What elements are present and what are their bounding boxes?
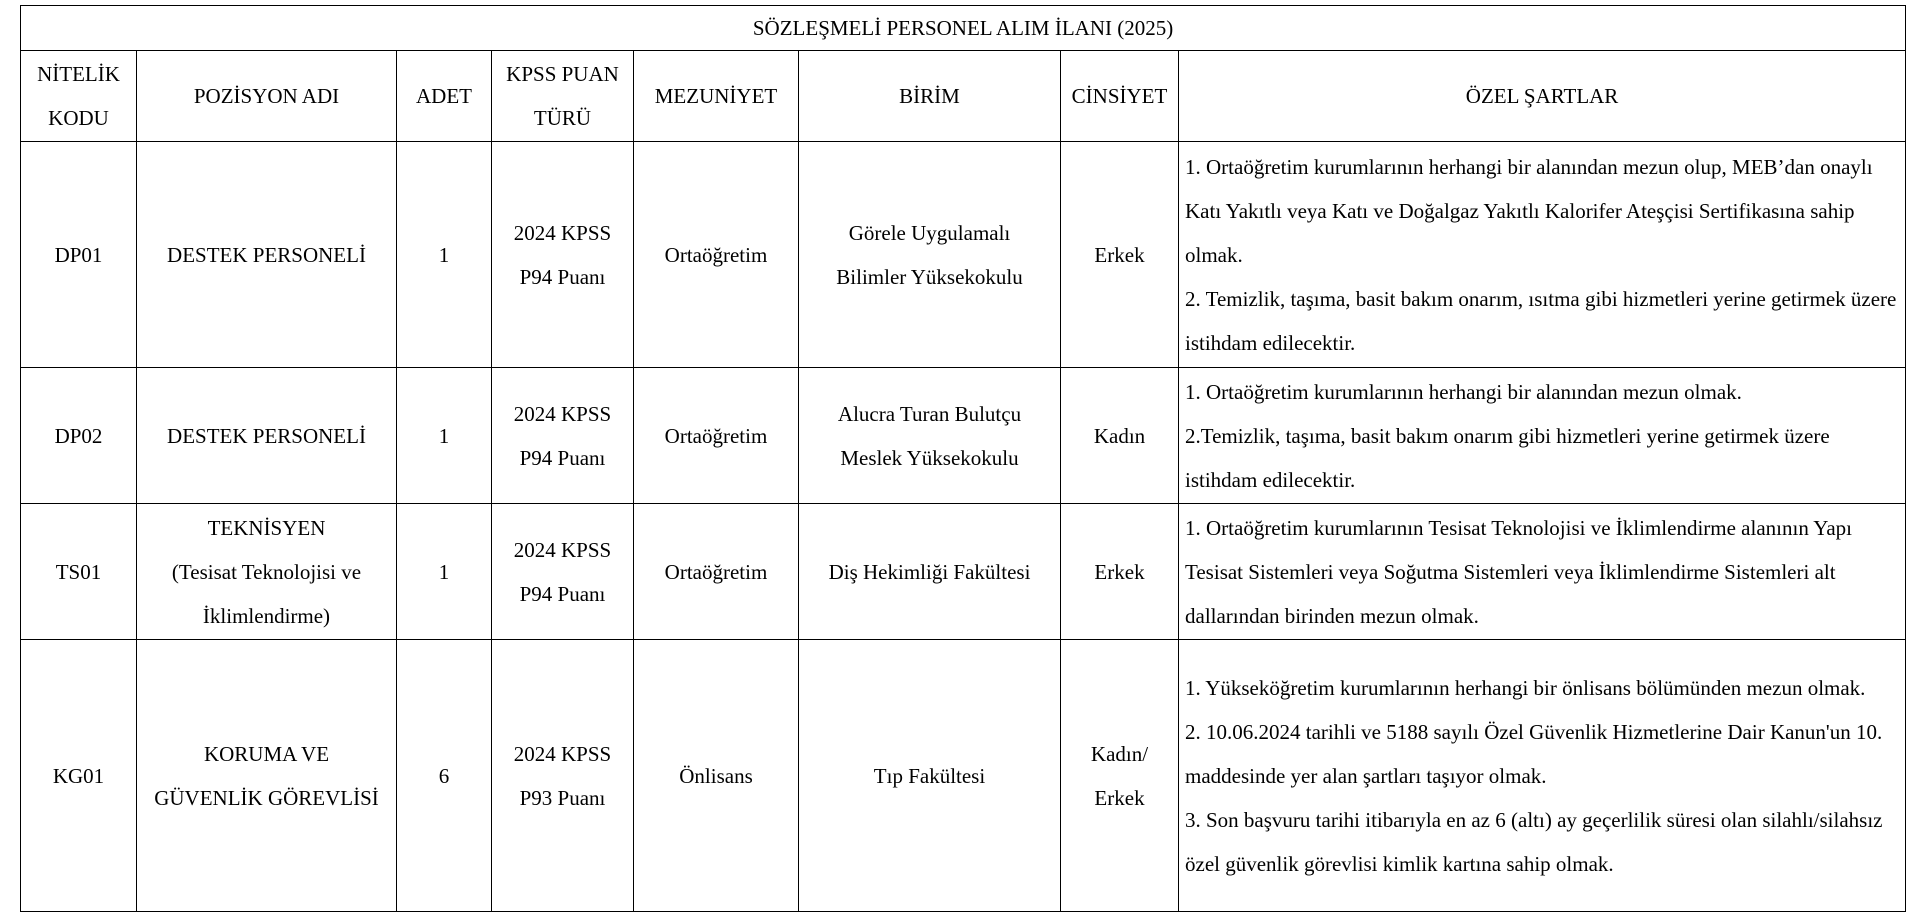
cell-code-line: DP01: [54, 242, 103, 267]
cell-unit: [799, 504, 1061, 640]
cell-position: [137, 368, 397, 504]
cell-requirements-line: 2.Temizlik, taşıma, basit bakım onarım gibi hizmetleri yerine getirmek üzere istihdam edilecektir.: [1185, 423, 1830, 492]
cell-education-line: Ortaöğretim: [664, 559, 768, 584]
cell-education: [634, 142, 799, 368]
header-code: [21, 51, 137, 142]
cell-kpss-line: 2024 KPSS: [513, 537, 612, 562]
cell-kpss: [492, 504, 634, 640]
cell-requirements-line: 3. Son başvuru tarihi itibarıyla en az 6 (altı) ay geçerlilik süresi olan silahlı/silahsız özel güvenlik görevlisi kimlik kartına sahip olmak.: [1185, 807, 1883, 876]
cell-education-line: Önlisans: [679, 763, 753, 788]
cell-kpss-line: 2024 KPSS: [513, 401, 612, 426]
cell-unit-line: Diş Hekimliği Fakültesi: [828, 559, 1031, 584]
cell-position-line: KORUMA VE: [203, 741, 330, 766]
cell-education-line: Ortaöğretim: [664, 423, 768, 448]
header-count: ADET: [397, 51, 492, 142]
cell-kpss-line: P94 Puanı: [519, 445, 606, 470]
cell-count-line: 6: [438, 763, 450, 788]
cell-gender-line: Kadın: [1093, 423, 1146, 448]
announcement-sheet: [20, 5, 1905, 912]
cell-requirements-line: 2. Temizlik, taşıma, basit bakım onarım, ısıtma gibi hizmetleri yerine getirmek üzere istihdam edilecektir.: [1185, 286, 1897, 355]
cell-position-line: DESTEK PERSONELİ: [167, 423, 366, 448]
header-education: MEZUNİYET: [634, 51, 799, 142]
cell-count-line: 1: [438, 242, 450, 267]
cell-gender: [1061, 368, 1179, 504]
cell-position: [137, 142, 397, 368]
cell-gender-line: Erkek: [1094, 785, 1145, 810]
cell-position-line: İklimlendirme): [202, 603, 331, 628]
cell-position-line: DESTEK PERSONELİ: [167, 242, 366, 267]
cell-education: [634, 504, 799, 640]
cell-requirements: [1179, 142, 1906, 368]
cell-kpss-line: P94 Puanı: [519, 581, 606, 606]
cell-education: [634, 368, 799, 504]
cell-count: [397, 640, 492, 912]
cell-requirements-line: 1. Ortaöğretim kurumlarının herhangi bir alanından mezun olmak.: [1185, 379, 1742, 404]
table-title: SÖZLEŞMELİ PERSONEL ALIM İLANI (2025): [21, 6, 1906, 51]
cell-kpss: [492, 368, 634, 504]
table-row: [21, 504, 1906, 640]
cell-count: [397, 142, 492, 368]
cell-kpss-line: P94 Puanı: [519, 264, 606, 289]
cell-unit-line: Görele Uygulamalı: [848, 220, 1011, 245]
cell-unit-line: Alucra Turan Bulutçu: [837, 401, 1022, 426]
cell-position: [137, 640, 397, 912]
cell-requirements: [1179, 640, 1906, 912]
cell-education: [634, 640, 799, 912]
header-code-line-1: NİTELİK: [37, 62, 120, 86]
cell-code: [21, 640, 137, 912]
cell-gender-line: Erkek: [1094, 559, 1145, 584]
header-gender: CİNSİYET: [1061, 51, 1179, 142]
header-row: [21, 51, 1906, 142]
table-body: [21, 142, 1906, 912]
cell-requirements-line: 2. 10.06.2024 tarihli ve 5188 sayılı Özel Güvenlik Hizmetlerine Dair Kanun'un 10. maddesinde yer alan şartları taşıyor olmak.: [1185, 719, 1883, 788]
cell-unit-line: Tıp Fakültesi: [873, 763, 986, 788]
recruitment-table: [20, 5, 1906, 912]
cell-code-line: KG01: [52, 763, 105, 788]
cell-unit-line: Meslek Yüksekokulu: [840, 445, 1019, 470]
cell-kpss-line: P93 Puanı: [519, 785, 606, 810]
header-code-line-2: KODU: [48, 106, 109, 130]
cell-unit: [799, 142, 1061, 368]
table-row: [21, 368, 1906, 504]
cell-code: [21, 368, 137, 504]
title-row: [21, 6, 1906, 51]
cell-gender: [1061, 640, 1179, 912]
cell-requirements-line: 1. Yükseköğretim kurumlarının herhangi bir önlisans bölümünden mezun olmak.: [1185, 675, 1866, 700]
cell-requirements: [1179, 368, 1906, 504]
cell-unit-line: Bilimler Yüksekokulu: [836, 264, 1023, 289]
cell-count: [397, 504, 492, 640]
cell-education-line: Ortaöğretim: [664, 242, 768, 267]
cell-kpss-line: 2024 KPSS: [513, 220, 612, 245]
cell-code-line: DP02: [54, 423, 103, 448]
table-row: [21, 142, 1906, 368]
header-position: POZİSYON ADI: [137, 51, 397, 142]
cell-requirements-line: 1. Ortaöğretim kurumlarının herhangi bir alanından mezun olup, MEB’dan onaylı Katı Yakıtlı veya Katı ve Doğalgaz Yakıtlı Kalorifer Ateşçisi Sertifikasına sahip olmak.: [1185, 154, 1873, 267]
table-row: [21, 640, 1906, 912]
cell-count-line: 1: [438, 559, 450, 584]
header-unit: BİRİM: [799, 51, 1061, 142]
cell-position: [137, 504, 397, 640]
cell-kpss: [492, 640, 634, 912]
cell-gender: [1061, 504, 1179, 640]
cell-code: [21, 504, 137, 640]
header-kpss-line-1: KPSS PUAN: [506, 62, 619, 86]
cell-count-line: 1: [438, 423, 450, 448]
cell-code: [21, 142, 137, 368]
cell-position-line: GÜVENLİK GÖREVLİSİ: [154, 785, 379, 810]
cell-count: [397, 368, 492, 504]
cell-unit: [799, 368, 1061, 504]
cell-code-line: TS01: [55, 559, 102, 584]
cell-position-line: TEKNİSYEN: [207, 515, 326, 540]
cell-gender-line: Kadın/: [1090, 741, 1149, 766]
cell-gender-line: Erkek: [1094, 242, 1145, 267]
cell-kpss: [492, 142, 634, 368]
cell-gender: [1061, 142, 1179, 368]
header-kpss: [492, 51, 634, 142]
cell-kpss-line: 2024 KPSS: [513, 741, 612, 766]
cell-requirements-line: 1. Ortaöğretim kurumlarının Tesisat Teknolojisi ve İklimlendirme alanının Yapı Tesisat Sistemleri veya Soğutma Sistemleri veya İklimlendirme Sistemleri alt dallarından birinden mezun olmak.: [1185, 515, 1853, 628]
cell-requirements: [1179, 504, 1906, 640]
cell-position-line: (Tesisat Teknolojisi ve: [171, 559, 362, 584]
header-requirements: ÖZEL ŞARTLAR: [1179, 51, 1906, 142]
cell-unit: [799, 640, 1061, 912]
header-kpss-line-2: TÜRÜ: [533, 106, 592, 130]
